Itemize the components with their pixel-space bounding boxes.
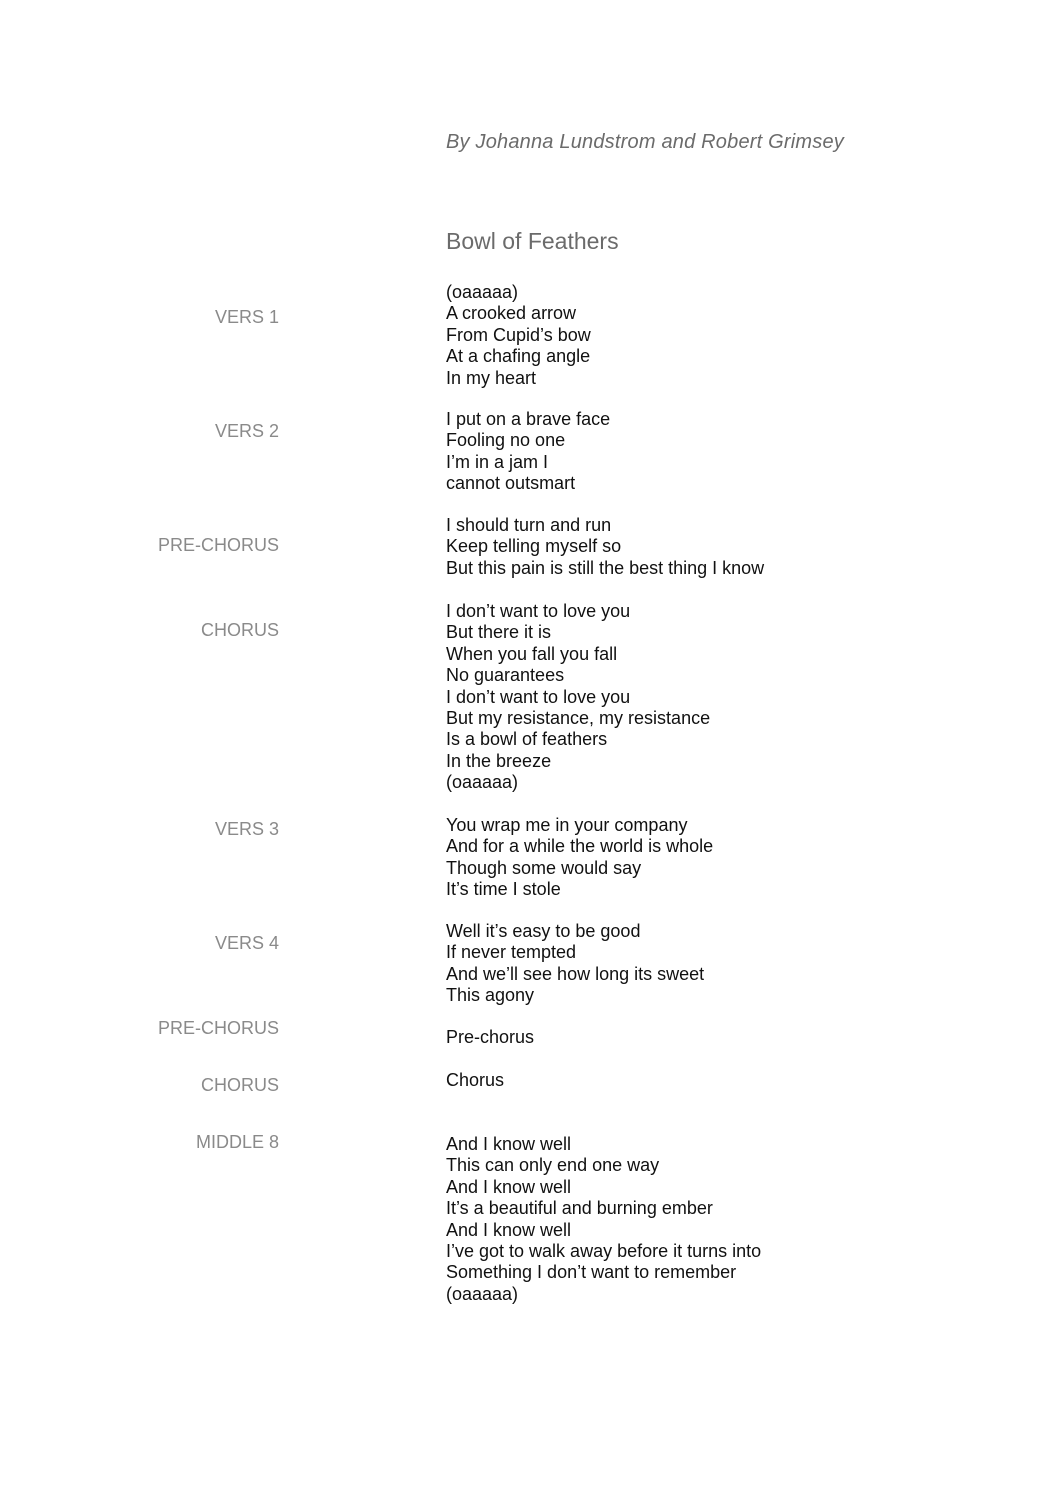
lyric-line: Though some would say — [446, 857, 642, 878]
section-lyrics-chorus-repeat — [446, 1070, 504, 1091]
lyric-line: I’ve got to walk away before it turns into — [446, 1241, 762, 1262]
lyric-line: But my resistance, my resistance — [446, 708, 711, 729]
section-lyrics-middle-8 — [446, 1134, 761, 1305]
lyric-line: You wrap me in your company — [446, 815, 688, 835]
section-label-chorus: CHORUS — [200, 620, 279, 640]
section-lyrics-chorus — [446, 601, 710, 794]
lyric-line: I should turn and run — [446, 515, 612, 535]
section-label-middle-8: MIDDLE 8 — [195, 1132, 279, 1152]
lyric-line: Keep telling myself so — [446, 536, 622, 557]
lyric-line: And we’ll see how long its sweet — [446, 963, 705, 984]
lyric-line: Chorus — [446, 1070, 505, 1090]
lyric-line: Is a bowl of feathers — [446, 729, 608, 750]
lyric-line: And I know well — [446, 1176, 572, 1197]
section-label-pre-chorus: PRE-CHORUS — [157, 535, 279, 555]
lyric-line: Fooling no one — [446, 430, 566, 451]
section-lyrics-pre-chorus-repeat — [446, 1027, 534, 1048]
section-lyrics-pre-chorus — [446, 515, 764, 579]
lyric-line: It’s a beautiful and burning ember — [446, 1198, 713, 1219]
lyric-line: I put on a brave face — [446, 409, 611, 429]
lyric-line: (oaaaaa) — [446, 1283, 519, 1304]
lyric-line: But there it is — [446, 622, 552, 643]
section-label-vers-3: VERS 3 — [214, 819, 279, 839]
section-lyrics-vers-1 — [446, 282, 591, 389]
section-label-vers-4: VERS 4 — [214, 933, 279, 953]
lyric-line: I’m in a jam I — [446, 451, 549, 472]
section-label-chorus-repeat: CHORUS — [200, 1075, 279, 1095]
lyric-line: But this pain is still the best thing I know — [446, 557, 765, 578]
lyric-line: It’s time I stole — [446, 879, 561, 900]
lyric-line: Pre-chorus — [446, 1027, 535, 1047]
lyric-line: This agony — [446, 985, 535, 1006]
lyric-line: No guarantees — [446, 665, 565, 686]
byline: By Johanna Lundstrom and Robert Grimsey — [446, 131, 844, 153]
lyric-line: This can only end one way — [446, 1155, 660, 1176]
lyric-line: Well it’s easy to be good — [446, 921, 641, 941]
section-lyrics-vers-3 — [446, 815, 713, 901]
lyric-line: (oaaaaa) — [446, 772, 519, 793]
lyric-line: I don’t want to love you — [446, 601, 631, 621]
lyric-line: And I know well — [446, 1134, 572, 1154]
lyric-line: Something I don’t want to remember — [446, 1262, 737, 1283]
lyric-line: And I know well — [446, 1219, 572, 1240]
lyric-line: cannot outsmart — [446, 473, 576, 494]
lyric-line: I don’t want to love you — [446, 686, 631, 707]
song-title: Bowl of Feathers — [446, 228, 619, 254]
section-label-vers-2: VERS 2 — [214, 421, 279, 441]
lyric-line: At a chafing angle — [446, 346, 591, 367]
lyric-line: In my heart — [446, 367, 537, 388]
lyric-line: And for a while the world is whole — [446, 836, 714, 857]
section-label-pre-chorus-repeat: PRE-CHORUS — [157, 1018, 279, 1038]
section-label-vers-1: VERS 1 — [214, 307, 279, 327]
section-lyrics-vers-4 — [446, 921, 704, 1007]
lyric-line: A crooked arrow — [446, 303, 577, 324]
lyric-line: From Cupid’s bow — [446, 324, 591, 345]
lyric-line: When you fall you fall — [446, 643, 618, 664]
lyric-line: (oaaaaa) — [446, 282, 519, 302]
lyric-line: If never tempted — [446, 942, 577, 963]
section-lyrics-vers-2 — [446, 409, 610, 495]
lyric-line: In the breeze — [446, 750, 552, 771]
